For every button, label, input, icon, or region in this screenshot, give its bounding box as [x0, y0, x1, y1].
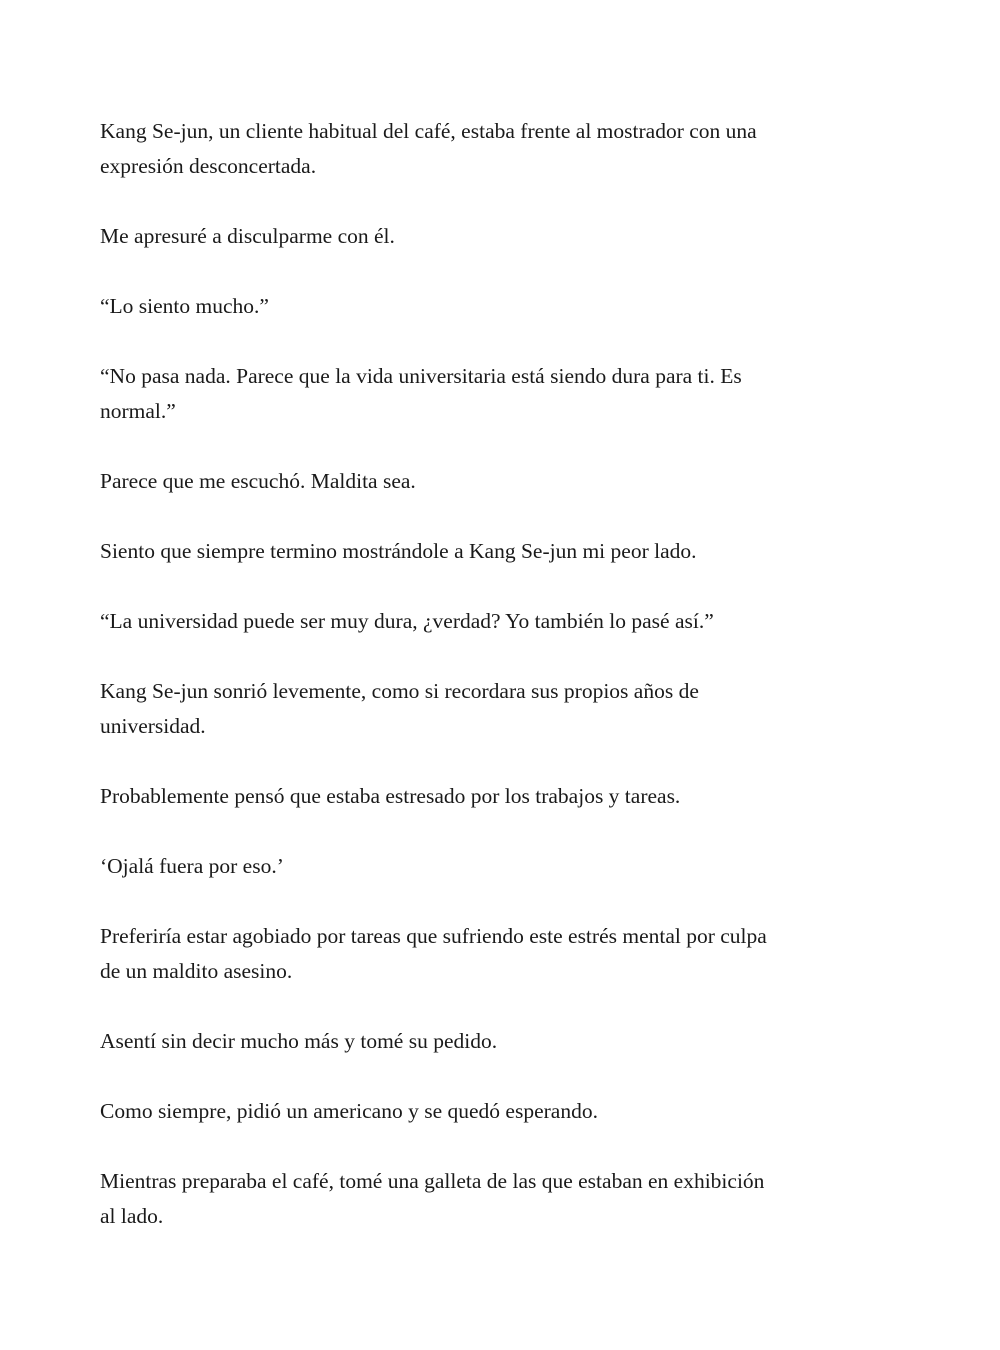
text-line: al lado.: [100, 1204, 164, 1228]
text-line: “Lo siento mucho.”: [100, 294, 269, 318]
text-line: expresión desconcertada.: [100, 154, 317, 178]
paragraph: [100, 779, 920, 814]
paragraph: [100, 919, 920, 989]
text-line: “La universidad puede ser muy dura, ¿verdad? Yo también lo pasé así.”: [100, 609, 714, 633]
paragraph: [100, 534, 920, 569]
document-body: [100, 114, 920, 1269]
text-line: Siento que siempre termino mostrándole a Kang Se-jun mi peor lado.: [100, 539, 697, 563]
paragraph: [100, 289, 920, 324]
paragraph: [100, 359, 920, 429]
text-line: Kang Se-jun, un cliente habitual del café, estaba frente al mostrador con una: [100, 119, 757, 143]
paragraph: [100, 849, 920, 884]
paragraph: [100, 1024, 920, 1059]
text-line: normal.”: [100, 399, 176, 423]
text-line: Probablemente pensó que estaba estresado por los trabajos y tareas.: [100, 784, 681, 808]
paragraph: [100, 114, 920, 184]
text-line: Kang Se-jun sonrió levemente, como si recordara sus propios años de: [100, 679, 699, 703]
text-line: “No pasa nada. Parece que la vida universitaria está siendo dura para ti. Es: [100, 364, 742, 388]
text-line: Como siempre, pidió un americano y se quedó esperando.: [100, 1099, 598, 1123]
paragraph: [100, 1094, 920, 1129]
text-line: Mientras preparaba el café, tomé una galleta de las que estaban en exhibición: [100, 1169, 765, 1193]
paragraph: [100, 1164, 920, 1234]
paragraph: [100, 219, 920, 254]
text-line: universidad.: [100, 714, 206, 738]
text-line: de un maldito asesino.: [100, 959, 293, 983]
paragraph: [100, 674, 920, 744]
paragraph: [100, 604, 920, 639]
text-line: Asentí sin decir mucho más y tomé su pedido.: [100, 1029, 498, 1053]
text-line: Preferiría estar agobiado por tareas que sufriendo este estrés mental por culpa: [100, 924, 767, 948]
text-line: Parece que me escuchó. Maldita sea.: [100, 469, 416, 493]
text-line: ‘Ojalá fuera por eso.’: [100, 854, 284, 878]
paragraph: [100, 464, 920, 499]
text-line: Me apresuré a disculparme con él.: [100, 224, 395, 248]
